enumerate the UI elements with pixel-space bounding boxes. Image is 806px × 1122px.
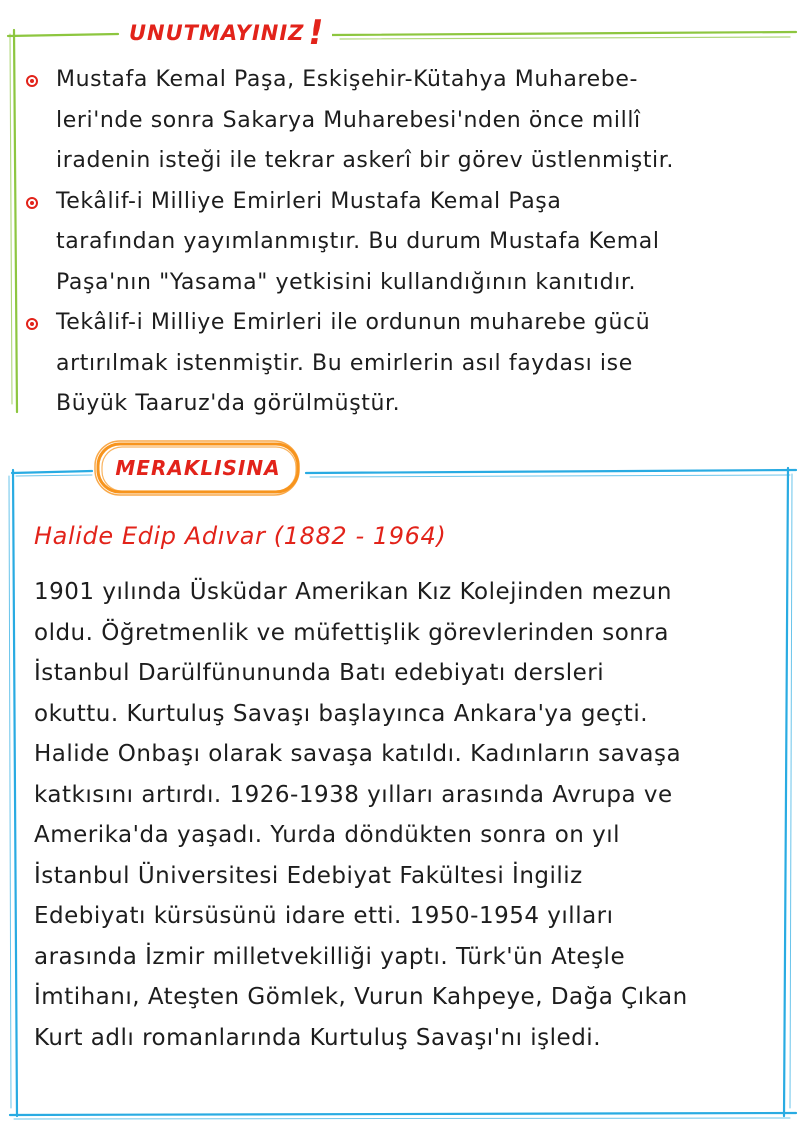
bio-line: Kurt adlı romanlarında Kurtuluş Savaşı'nı işledi. [34,1024,602,1051]
bio-line: İstanbul Darülfünununda Batı edebiyatı dersleri [34,660,605,686]
bio-line: katkısını artırdı. 1926-1938 yılları arasında Avrupa ve [34,781,673,808]
unutmayiniz-heading [121,13,332,53]
exclamation-icon: ! [304,13,328,53]
bullet-line: Paşa'nın "Yasama" yetkisini kullandığının kanıtıdır. [56,269,637,295]
unutmayiniz-title: UNUTMAYINIZ [129,21,305,45]
list-item [26,303,766,425]
bio-line: İmtihanı, Ateşten Gömlek, Vurun Kahpeye, Dağa Çıkan [34,984,688,1010]
bio-paragraph [34,572,764,1058]
bio-line: okuttu. Kurtuluş Savaşı başlayınca Ankara'ya geçti. [34,700,649,727]
meraklisina-title: MERAKLISINA [115,456,281,480]
bio-line: İstanbul Üniversitesi Edebiyat Fakültesi İngiliz [34,862,583,889]
meraklisina-badge [92,436,304,500]
bullet-line: Tekâlif-i Milliye Emirleri ile ordunun muharebe gücü [56,310,651,335]
bullet-line: iradenin isteği ile tekrar askerî bir görev üstlenmiştir. [56,148,674,173]
bio-line: arasında İzmir milletvekilliği yaptı. Türk'ün Ateşle [34,943,626,970]
list-item [26,182,766,304]
bio-line: 1901 yılında Üsküdar Amerikan Kız Kolejinden mezun [34,579,672,605]
bullet-line: Tekâlif-i Milliye Emirleri Mustafa Kemal Paşa [56,188,562,214]
bio-line: oldu. Öğretmenlik ve müfettişlik görevlerinden sonra [34,619,669,646]
bio-line: Halide Onbaşı olarak savaşa katıldı. Kadınların savaşa [34,741,682,767]
list-item [26,60,766,182]
unutmayiniz-list [26,60,766,425]
bullet-line: artırılmak istenmiştir. Bu emirlerin asıl faydası ise [56,350,633,376]
bullet-circle-icon [26,197,38,209]
bio-line: Edebiyatı kürsüsünü idare etti. 1950-1954 yılları [34,903,614,929]
bio-heading: Halide Edip Adıvar (1882 - 1964) [34,522,447,550]
bullet-circle-icon [26,318,38,330]
bullet-line: Mustafa Kemal Paşa, Eskişehir-Kütahya Muharebe- [56,67,639,92]
bullet-circle-icon [26,75,38,87]
bullet-line: leri'nde sonra Sakarya Muharebesi'nden önce millî [56,107,641,133]
bio-line: Amerika'da yaşadı. Yurda döndükten sonra on yıl [34,822,621,848]
bullet-line: Büyük Taaruz'da görülmüştür. [56,391,401,416]
bullet-line: tarafından yayımlanmıştır. Bu durum Mustafa Kemal [56,229,660,254]
